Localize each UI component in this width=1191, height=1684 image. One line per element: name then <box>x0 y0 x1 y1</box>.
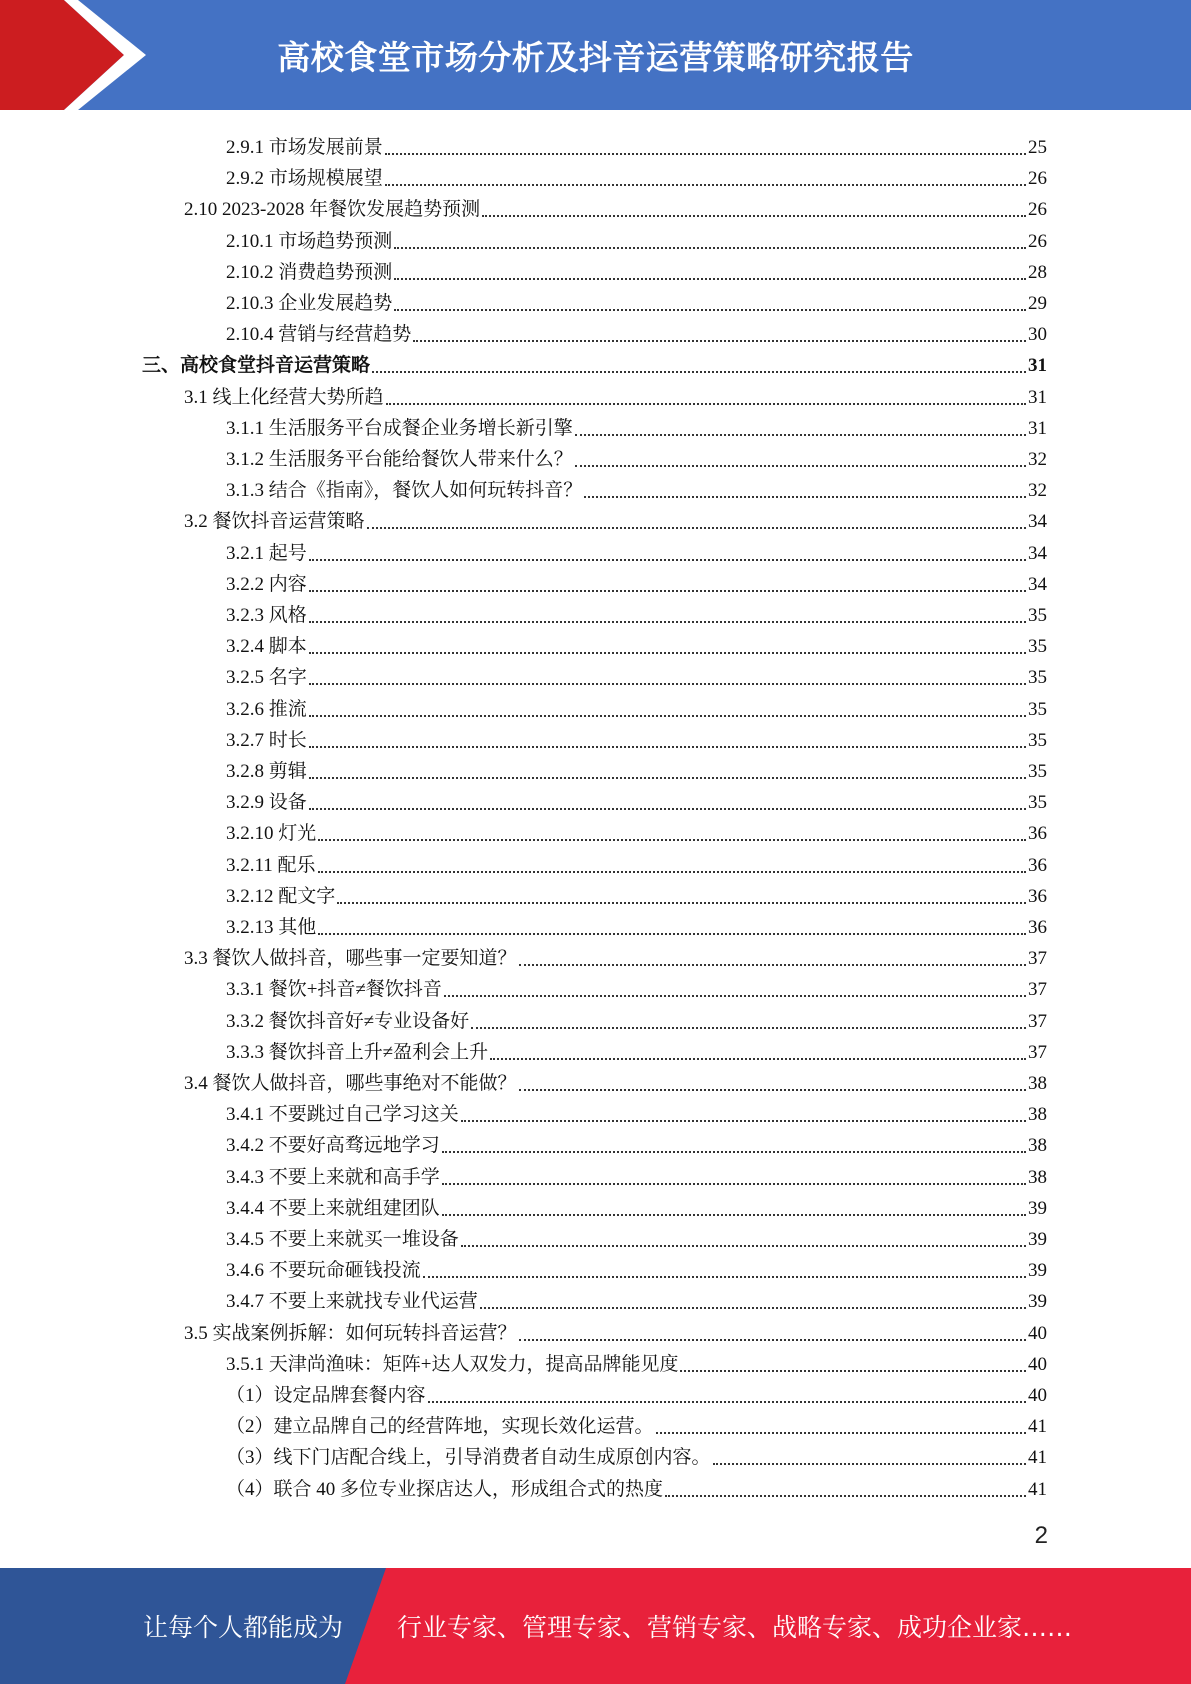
toc-dot-leader <box>394 277 1026 280</box>
toc-entry-label: 3.2.8 剪辑 <box>226 761 307 782</box>
toc-entry[interactable] <box>226 1438 1047 1469</box>
toc-entry-label: 2.10.1 市场趋势预测 <box>226 230 393 252</box>
toc-dot-leader <box>309 682 1026 685</box>
toc-entry-page: 36 <box>1028 854 1047 876</box>
toc-entry-page: 38 <box>1028 1135 1047 1157</box>
toc-entry-page: 31 <box>1028 386 1047 408</box>
toc-entry[interactable] <box>226 970 1047 1001</box>
toc-entry-page: 31 <box>1028 417 1047 439</box>
toc-entry-page: 35 <box>1028 761 1047 782</box>
toc-dot-leader <box>385 183 1026 186</box>
toc-entry[interactable] <box>226 1282 1047 1313</box>
toc-dot-leader <box>665 1494 1026 1497</box>
toc-entry-label: 3.4.7 不要上来就找专业代运营 <box>226 1291 478 1313</box>
toc-entry-label: 3.4.3 不要上来就和高手学 <box>226 1166 440 1188</box>
toc-entry-label: 3.2.5 名字 <box>226 667 307 689</box>
toc-dot-leader <box>656 1431 1026 1434</box>
toc-entry-label: 3.4.4 不要上来就组建团队 <box>226 1197 440 1219</box>
toc-entry-page: 40 <box>1028 1353 1047 1375</box>
toc-entry-page: 26 <box>1028 230 1047 252</box>
toc-entry[interactable] <box>226 253 1047 284</box>
toc-entry-page: 38 <box>1028 1073 1047 1094</box>
toc-entry[interactable] <box>226 1345 1047 1376</box>
toc-dot-leader <box>471 1026 1026 1029</box>
toc-entry-page: 35 <box>1028 729 1047 751</box>
toc-entry-label: 2.9.1 市场发展前景 <box>226 137 383 158</box>
toc-entry-label: 3.2.10 灯光 <box>226 823 317 845</box>
toc-entry[interactable] <box>142 346 1047 377</box>
toc-entry-page: 39 <box>1028 1291 1047 1313</box>
toc-entry-page: 36 <box>1028 917 1047 938</box>
toc-dot-leader <box>482 214 1026 217</box>
toc-entry-page: 35 <box>1028 605 1047 626</box>
toc-entry[interactable] <box>184 190 1047 221</box>
toc-entry-page: 41 <box>1028 1478 1047 1500</box>
toc-entry[interactable] <box>226 409 1047 440</box>
toc-entry-label: 3.4.5 不要上来就买一堆设备 <box>226 1229 459 1250</box>
toc-dot-leader <box>490 1057 1026 1060</box>
toc-entry[interactable] <box>226 222 1047 253</box>
toc-entry-page: 36 <box>1028 823 1047 845</box>
toc-entry[interactable] <box>226 1470 1047 1501</box>
report-footer <box>0 1568 1191 1684</box>
toc-entry-label: 3.2.11 配乐 <box>226 854 316 876</box>
toc-dot-leader <box>385 152 1026 155</box>
toc-entry[interactable] <box>226 1126 1047 1157</box>
toc-entry-page: 37 <box>1028 979 1047 1001</box>
toc-entry-page: 40 <box>1028 1322 1047 1344</box>
toc-dot-leader <box>444 994 1026 997</box>
toc-entry[interactable] <box>226 846 1047 877</box>
toc-dot-leader <box>309 745 1026 748</box>
toc-dot-leader <box>519 1338 1026 1341</box>
toc-entry[interactable] <box>226 1220 1047 1251</box>
toc-entry[interactable] <box>226 908 1047 939</box>
toc-entry-page: 38 <box>1028 1104 1047 1126</box>
toc-entry[interactable] <box>226 721 1047 752</box>
toc-entry-page: 39 <box>1028 1197 1047 1219</box>
toc-dot-leader <box>318 838 1026 841</box>
toc-entry-label: 2.10.2 消费趋势预测 <box>226 261 393 283</box>
toc-entry-label: 3.3.1 餐饮+抖音≠餐饮抖音 <box>226 979 442 1001</box>
toc-entry-label: 3.5 实战案例拆解：如何玩转抖音运营？ <box>184 1322 517 1344</box>
toc-entry[interactable] <box>226 877 1047 908</box>
toc-dot-leader <box>309 620 1026 623</box>
toc-dot-leader <box>394 246 1026 249</box>
toc-entry-label: 3.2.4 脚本 <box>226 636 307 658</box>
report-title-text: 高校食堂市场分析及抖音运营策略研究报告 <box>277 37 914 77</box>
toc-entry[interactable] <box>226 128 1047 159</box>
toc-entry-label: 3.2.2 内容 <box>226 573 307 595</box>
toc-entry[interactable] <box>226 627 1047 658</box>
toc-entry-page: 26 <box>1028 199 1047 221</box>
toc-dot-leader <box>309 714 1026 717</box>
toc-entry[interactable] <box>226 534 1047 565</box>
toc-entry[interactable] <box>226 159 1047 190</box>
toc-dot-leader <box>584 495 1026 498</box>
toc-entry-page: 38 <box>1028 1166 1047 1188</box>
toc-entry[interactable] <box>226 565 1047 596</box>
toc-dot-leader <box>680 1369 1026 1372</box>
toc-entry-label: 3.4.2 不要好高骛远地学习 <box>226 1135 440 1157</box>
toc-entry-label: 3.1.2 生活服务平台能给餐饮人带来什么？ <box>226 449 573 470</box>
toc-entry[interactable] <box>226 1189 1047 1220</box>
toc-dot-leader <box>461 1244 1026 1247</box>
toc-entry-label: （3）线下门店配合线上，引导消费者自动生成原创内容。 <box>226 1447 711 1469</box>
toc-dot-leader <box>713 1462 1026 1465</box>
toc-dot-leader <box>318 870 1026 873</box>
toc-dot-leader <box>413 339 1026 342</box>
toc-entry-label: （4）联合 40 多位专业探店达人，形成组合式的热度 <box>226 1478 664 1500</box>
toc-dot-leader <box>309 807 1026 810</box>
report-header <box>0 0 1191 110</box>
toc-dot-leader <box>309 651 1026 654</box>
toc-entry-page: 34 <box>1028 573 1047 595</box>
toc-entry[interactable] <box>226 783 1047 814</box>
toc-entry[interactable] <box>226 658 1047 689</box>
toc-entry-page: 34 <box>1028 542 1047 564</box>
toc-dot-leader <box>386 402 1026 405</box>
toc-entry-label: 3.4.1 不要跳过自己学习这关 <box>226 1104 459 1126</box>
toc-entry-page: 37 <box>1028 1041 1047 1063</box>
toc-entry-label: 3.5.1 天津尚渔味：矩阵+达人双发力，提高品牌能见度 <box>226 1353 679 1375</box>
toc-entry-label: （1）设定品牌套餐内容 <box>226 1385 426 1406</box>
toc-entry-label: 三、高校食堂抖音运营策略 <box>142 355 371 377</box>
toc-entry-page: 37 <box>1028 1010 1047 1032</box>
toc-entry-page: 32 <box>1028 449 1047 470</box>
toc-entry[interactable] <box>226 284 1047 315</box>
toc-entry-label: 3.4.6 不要玩命砸钱投流 <box>226 1260 421 1282</box>
toc-dot-leader <box>519 1088 1026 1091</box>
toc-entry-label: 3.3.3 餐饮抖音上升≠盈利会上升 <box>226 1041 489 1063</box>
toc-entry-label: 3.2.7 时长 <box>226 729 307 751</box>
toc-entry-label: 3.2 餐饮抖音运营策略 <box>184 511 365 533</box>
toc-entry-label: 3.1.3 结合《指南》，餐饮人如何玩转抖音？ <box>226 480 583 502</box>
toc-entry[interactable] <box>226 471 1047 502</box>
toc-entry-label: 3.1 线上化经营大势所趋 <box>184 386 384 408</box>
toc-entry[interactable] <box>226 752 1047 783</box>
toc-dot-leader <box>442 1150 1026 1153</box>
toc-entry-label: 3.2.9 设备 <box>226 792 307 814</box>
toc-entry[interactable] <box>226 1158 1047 1189</box>
toc-entry-page: 41 <box>1028 1416 1047 1438</box>
toc-entry[interactable] <box>184 378 1047 409</box>
toc-entry-label: 3.4 餐饮人做抖音，哪些事绝对不能做？ <box>184 1073 517 1094</box>
toc-entry-page: 41 <box>1028 1447 1047 1469</box>
toc-dot-leader <box>372 370 1026 373</box>
toc-entry[interactable] <box>226 1033 1047 1064</box>
toc-entry-label: 2.10.3 企业发展趋势 <box>226 293 393 314</box>
toc-entry[interactable] <box>226 1376 1047 1407</box>
toc-entry[interactable] <box>226 440 1047 471</box>
toc-entry[interactable] <box>226 1095 1047 1126</box>
toc-entry[interactable] <box>184 939 1047 970</box>
toc-entry-page: 35 <box>1028 792 1047 814</box>
toc-entry-page: 28 <box>1028 261 1047 283</box>
toc-entry-label: （2）建立品牌自己的经营阵地，实现长效化运营。 <box>226 1416 654 1438</box>
report-title <box>150 0 1191 110</box>
toc-dot-leader <box>309 558 1026 561</box>
toc-entry[interactable] <box>226 1002 1047 1033</box>
toc-entry-page: 25 <box>1028 137 1047 158</box>
toc-dot-leader <box>309 589 1026 592</box>
toc-entry-page: 35 <box>1028 698 1047 720</box>
toc-entry-page: 31 <box>1028 355 1047 377</box>
toc-entry-page: 35 <box>1028 667 1047 689</box>
toc-entry-page: 30 <box>1028 324 1047 346</box>
toc-dot-leader <box>480 1306 1026 1309</box>
toc-entry-label: 2.9.2 市场规模展望 <box>226 168 383 190</box>
toc-dot-leader <box>519 963 1026 966</box>
header-arrow-decoration <box>0 0 160 110</box>
toc-dot-leader <box>318 932 1026 935</box>
toc-dot-leader <box>337 901 1026 904</box>
toc-entry-label: 3.3.2 餐饮抖音好≠专业设备好 <box>226 1010 470 1032</box>
toc-entry-label: 2.10.4 营销与经营趋势 <box>226 324 412 346</box>
toc-entry-label: 3.2.1 起号 <box>226 542 307 564</box>
toc-entry-page: 37 <box>1028 948 1047 970</box>
toc-entry-page: 32 <box>1028 480 1047 502</box>
toc-entry[interactable] <box>226 1407 1047 1438</box>
toc-dot-leader <box>442 1182 1026 1185</box>
toc-entry-label: 3.2.3 风格 <box>226 605 307 626</box>
toc-entry[interactable] <box>226 315 1047 346</box>
toc-entry-label: 3.3 餐饮人做抖音，哪些事一定要知道？ <box>184 948 517 970</box>
toc-entry-label: 3.2.6 推流 <box>226 698 307 720</box>
toc-entry[interactable] <box>226 596 1047 627</box>
toc-entry-page: 29 <box>1028 293 1047 314</box>
toc-entry[interactable] <box>184 1314 1047 1345</box>
toc-entry-page: 40 <box>1028 1385 1047 1406</box>
toc-dot-leader <box>394 308 1026 311</box>
toc-entry[interactable] <box>226 690 1047 721</box>
toc-entry-label: 2.10 2023-2028 年餐饮发展趋势预测 <box>184 199 481 221</box>
toc-entry[interactable] <box>226 814 1047 845</box>
toc-dot-leader <box>309 776 1026 779</box>
toc-entry[interactable] <box>184 1064 1047 1095</box>
toc-entry-page: 39 <box>1028 1229 1047 1250</box>
footer-slogan-right: 行业专家、管理专家、营销专家、战略专家、成功企业家…… <box>397 1613 1073 1642</box>
toc-dot-leader <box>428 1400 1026 1403</box>
toc-dot-leader <box>461 1119 1026 1122</box>
toc-entry-page: 35 <box>1028 636 1047 658</box>
toc-entry[interactable] <box>226 1251 1047 1282</box>
footer-slogan-left: 让每个人都能成为 <box>143 1613 344 1642</box>
toc-dot-leader <box>575 464 1026 467</box>
toc-entry-label: 3.2.12 配文字 <box>226 885 336 907</box>
toc-entry-label: 3.2.13 其他 <box>226 917 317 938</box>
toc-dot-leader <box>423 1275 1026 1278</box>
toc-dot-leader <box>367 526 1026 529</box>
toc-dot-leader <box>442 1213 1026 1216</box>
toc-entry-label: 3.1.1 生活服务平台成餐企业务增长新引擎 <box>226 417 573 439</box>
toc-entry[interactable] <box>184 502 1047 533</box>
toc-entry-page: 26 <box>1028 168 1047 190</box>
toc-entry-page: 34 <box>1028 511 1047 533</box>
toc-entry-page: 36 <box>1028 885 1047 907</box>
page-number: 2 <box>1034 1522 1048 1549</box>
toc-dot-leader <box>575 433 1026 436</box>
toc-entry-page: 39 <box>1028 1260 1047 1282</box>
